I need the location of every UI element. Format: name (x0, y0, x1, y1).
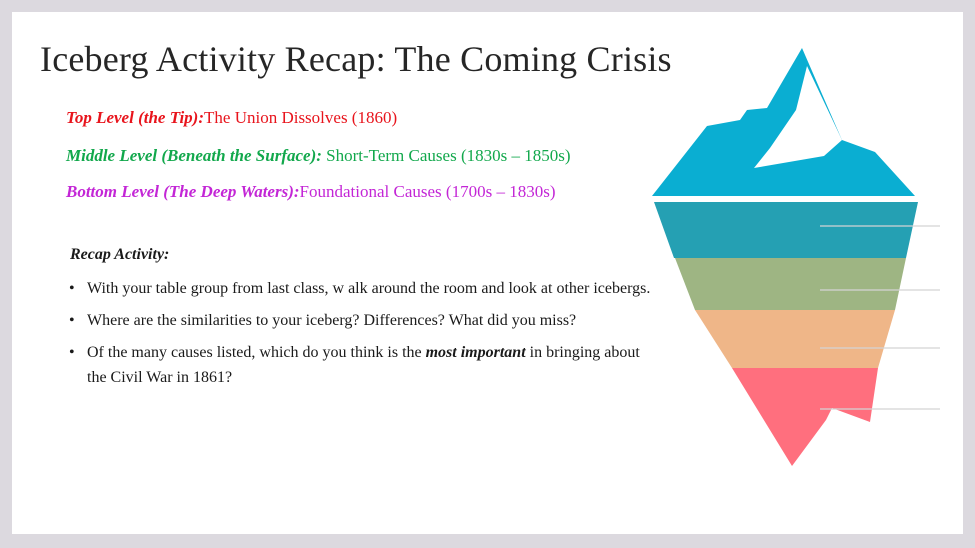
level-top-label: Top Level (the Tip): (66, 108, 205, 127)
level-middle (66, 146, 571, 166)
bullet-marker: • (69, 280, 75, 297)
recap-bullet-text-end: in bringing about the Civil War in 1861? (87, 344, 640, 386)
bullet-marker: • (69, 312, 75, 329)
level-middle-text: Short-Term Causes (1830s – 1850s) (321, 146, 571, 165)
iceberg-band-2 (675, 258, 906, 310)
iceberg-band-3 (695, 310, 895, 368)
bullet-marker: • (69, 344, 75, 361)
iceberg-graphic (632, 48, 962, 493)
slide-title: Iceberg Activity Recap: The Coming Crisis (40, 39, 672, 79)
recap-bullet (68, 308, 658, 333)
recap-bullet-emphasis: most important (425, 344, 526, 361)
level-bottom-text: Foundational Causes (1700s – 1830s) (299, 182, 556, 201)
level-middle-label: Middle Level (Beneath the Surface): (66, 146, 322, 165)
iceberg-band-4 (732, 368, 878, 466)
level-bottom-label: Bottom Level (The Deep Waters): (66, 182, 300, 201)
recap-bullet-text: Where are the similarities to your iceberg? Differences? What did you miss? (87, 312, 577, 329)
recap-bullet (68, 340, 658, 390)
iceberg-band-1 (654, 202, 918, 258)
slide (12, 12, 963, 534)
level-bottom (66, 182, 555, 202)
recap-bullet-text-start: Of the many causes listed, which do you think is the (87, 344, 426, 361)
recap-heading: Recap Activity: (70, 246, 170, 263)
recap-bullet-list (68, 276, 658, 397)
recap-bullet (68, 276, 658, 301)
iceberg-tip (652, 48, 915, 196)
level-top (66, 108, 397, 128)
level-top-text: The Union Dissolves (1860) (204, 108, 398, 127)
recap-bullet-text: With your table group from last class, w alk around the room and look at other icebergs. (87, 280, 651, 297)
